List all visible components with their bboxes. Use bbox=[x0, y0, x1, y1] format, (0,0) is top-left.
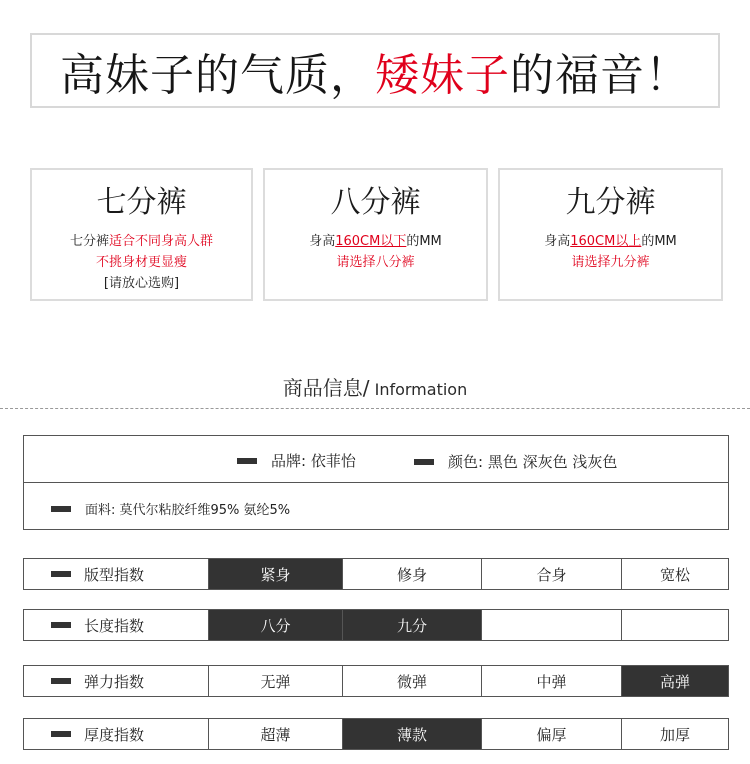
card-title: 七分裤 bbox=[96, 185, 187, 220]
bullet-bar-icon bbox=[237, 458, 257, 464]
section-title-cn: 商品信息/ bbox=[282, 376, 370, 400]
index-cell: 微弹 bbox=[343, 666, 482, 697]
index-cell: 高弹 bbox=[622, 666, 729, 697]
card-line-highlight: 160CM以上 bbox=[570, 234, 642, 249]
bullet-bar-icon bbox=[51, 731, 71, 737]
index-cell bbox=[622, 610, 729, 641]
card-line-2: 请选择九分裤 bbox=[571, 255, 650, 270]
brand-info bbox=[237, 450, 356, 471]
product-info-box bbox=[23, 435, 729, 530]
section-title-en: Information bbox=[369, 380, 468, 399]
index-cell: 合身 bbox=[482, 559, 622, 590]
index-cell: 修身 bbox=[343, 559, 482, 590]
elasticity-index-row bbox=[23, 665, 729, 697]
fit-index-row bbox=[23, 558, 729, 590]
card-line-highlight: 适合不同身高人群 bbox=[109, 234, 214, 249]
headline-part-1: 高妹子的气质， bbox=[60, 49, 375, 101]
length-index-row bbox=[23, 609, 729, 641]
bullet-bar-icon bbox=[51, 571, 71, 577]
index-cell: 偏厚 bbox=[482, 719, 622, 750]
headline-part-3: 的福音！ bbox=[510, 49, 690, 101]
dashed-divider bbox=[0, 408, 750, 409]
index-label bbox=[24, 559, 209, 590]
headline-highlight: 矮妹子 bbox=[375, 49, 510, 101]
index-cell: 加厚 bbox=[622, 719, 729, 750]
card-line-1 bbox=[500, 231, 721, 252]
card-line-highlight: 160CM以下 bbox=[335, 234, 407, 249]
index-cell: 中弹 bbox=[482, 666, 622, 697]
fabric-info bbox=[51, 499, 290, 518]
index-label-text: 版型指数 bbox=[84, 565, 145, 584]
card-nine-tenths bbox=[498, 168, 723, 301]
card-line-1 bbox=[265, 231, 486, 252]
card-line-2: 不挑身材更显瘦 bbox=[95, 255, 187, 270]
index-cell: 紧身 bbox=[209, 559, 343, 590]
card-title: 九分裤 bbox=[565, 185, 656, 220]
thickness-index-row bbox=[23, 718, 729, 750]
bullet-bar-icon bbox=[51, 622, 71, 628]
card-seven-tenths bbox=[30, 168, 253, 301]
index-label bbox=[24, 719, 209, 750]
card-line-2: 请选择八分裤 bbox=[336, 255, 415, 270]
index-cell: 超薄 bbox=[209, 719, 343, 750]
card-line-text: 的MM bbox=[406, 234, 442, 249]
info-divider bbox=[24, 482, 728, 483]
index-cell: 宽松 bbox=[622, 559, 729, 590]
card-line-1 bbox=[32, 231, 251, 252]
index-cell bbox=[482, 610, 622, 641]
index-label-text: 厚度指数 bbox=[84, 725, 145, 744]
brand-text: 品牌: 依菲怡 bbox=[271, 452, 356, 470]
card-line-text: 身高 bbox=[544, 234, 571, 249]
index-cell: 薄款 bbox=[343, 719, 482, 750]
index-cell: 八分 bbox=[209, 610, 343, 641]
card-title: 八分裤 bbox=[330, 185, 421, 220]
card-line-3: [请放心选购] bbox=[103, 276, 180, 291]
index-label-text: 长度指数 bbox=[84, 616, 145, 635]
bullet-bar-icon bbox=[414, 459, 434, 465]
index-label bbox=[24, 666, 209, 697]
headline-banner bbox=[30, 33, 720, 108]
index-cell: 九分 bbox=[343, 610, 482, 641]
index-label bbox=[24, 610, 209, 641]
bullet-bar-icon bbox=[51, 678, 71, 684]
section-title bbox=[0, 372, 750, 401]
index-cell: 无弹 bbox=[209, 666, 343, 697]
bullet-bar-icon bbox=[51, 506, 71, 512]
fabric-text: 面料: 莫代尔粘胶纤维95% 氨纶5% bbox=[85, 503, 291, 518]
index-label-text: 弹力指数 bbox=[84, 672, 145, 691]
color-text: 颜色: 黑色 深灰色 浅灰色 bbox=[448, 453, 618, 471]
color-info bbox=[414, 451, 617, 472]
card-line-text: 身高 bbox=[309, 234, 336, 249]
card-eight-tenths bbox=[263, 168, 488, 301]
card-line-text: 七分裤 bbox=[69, 234, 109, 249]
card-line-text: 的MM bbox=[641, 234, 677, 249]
